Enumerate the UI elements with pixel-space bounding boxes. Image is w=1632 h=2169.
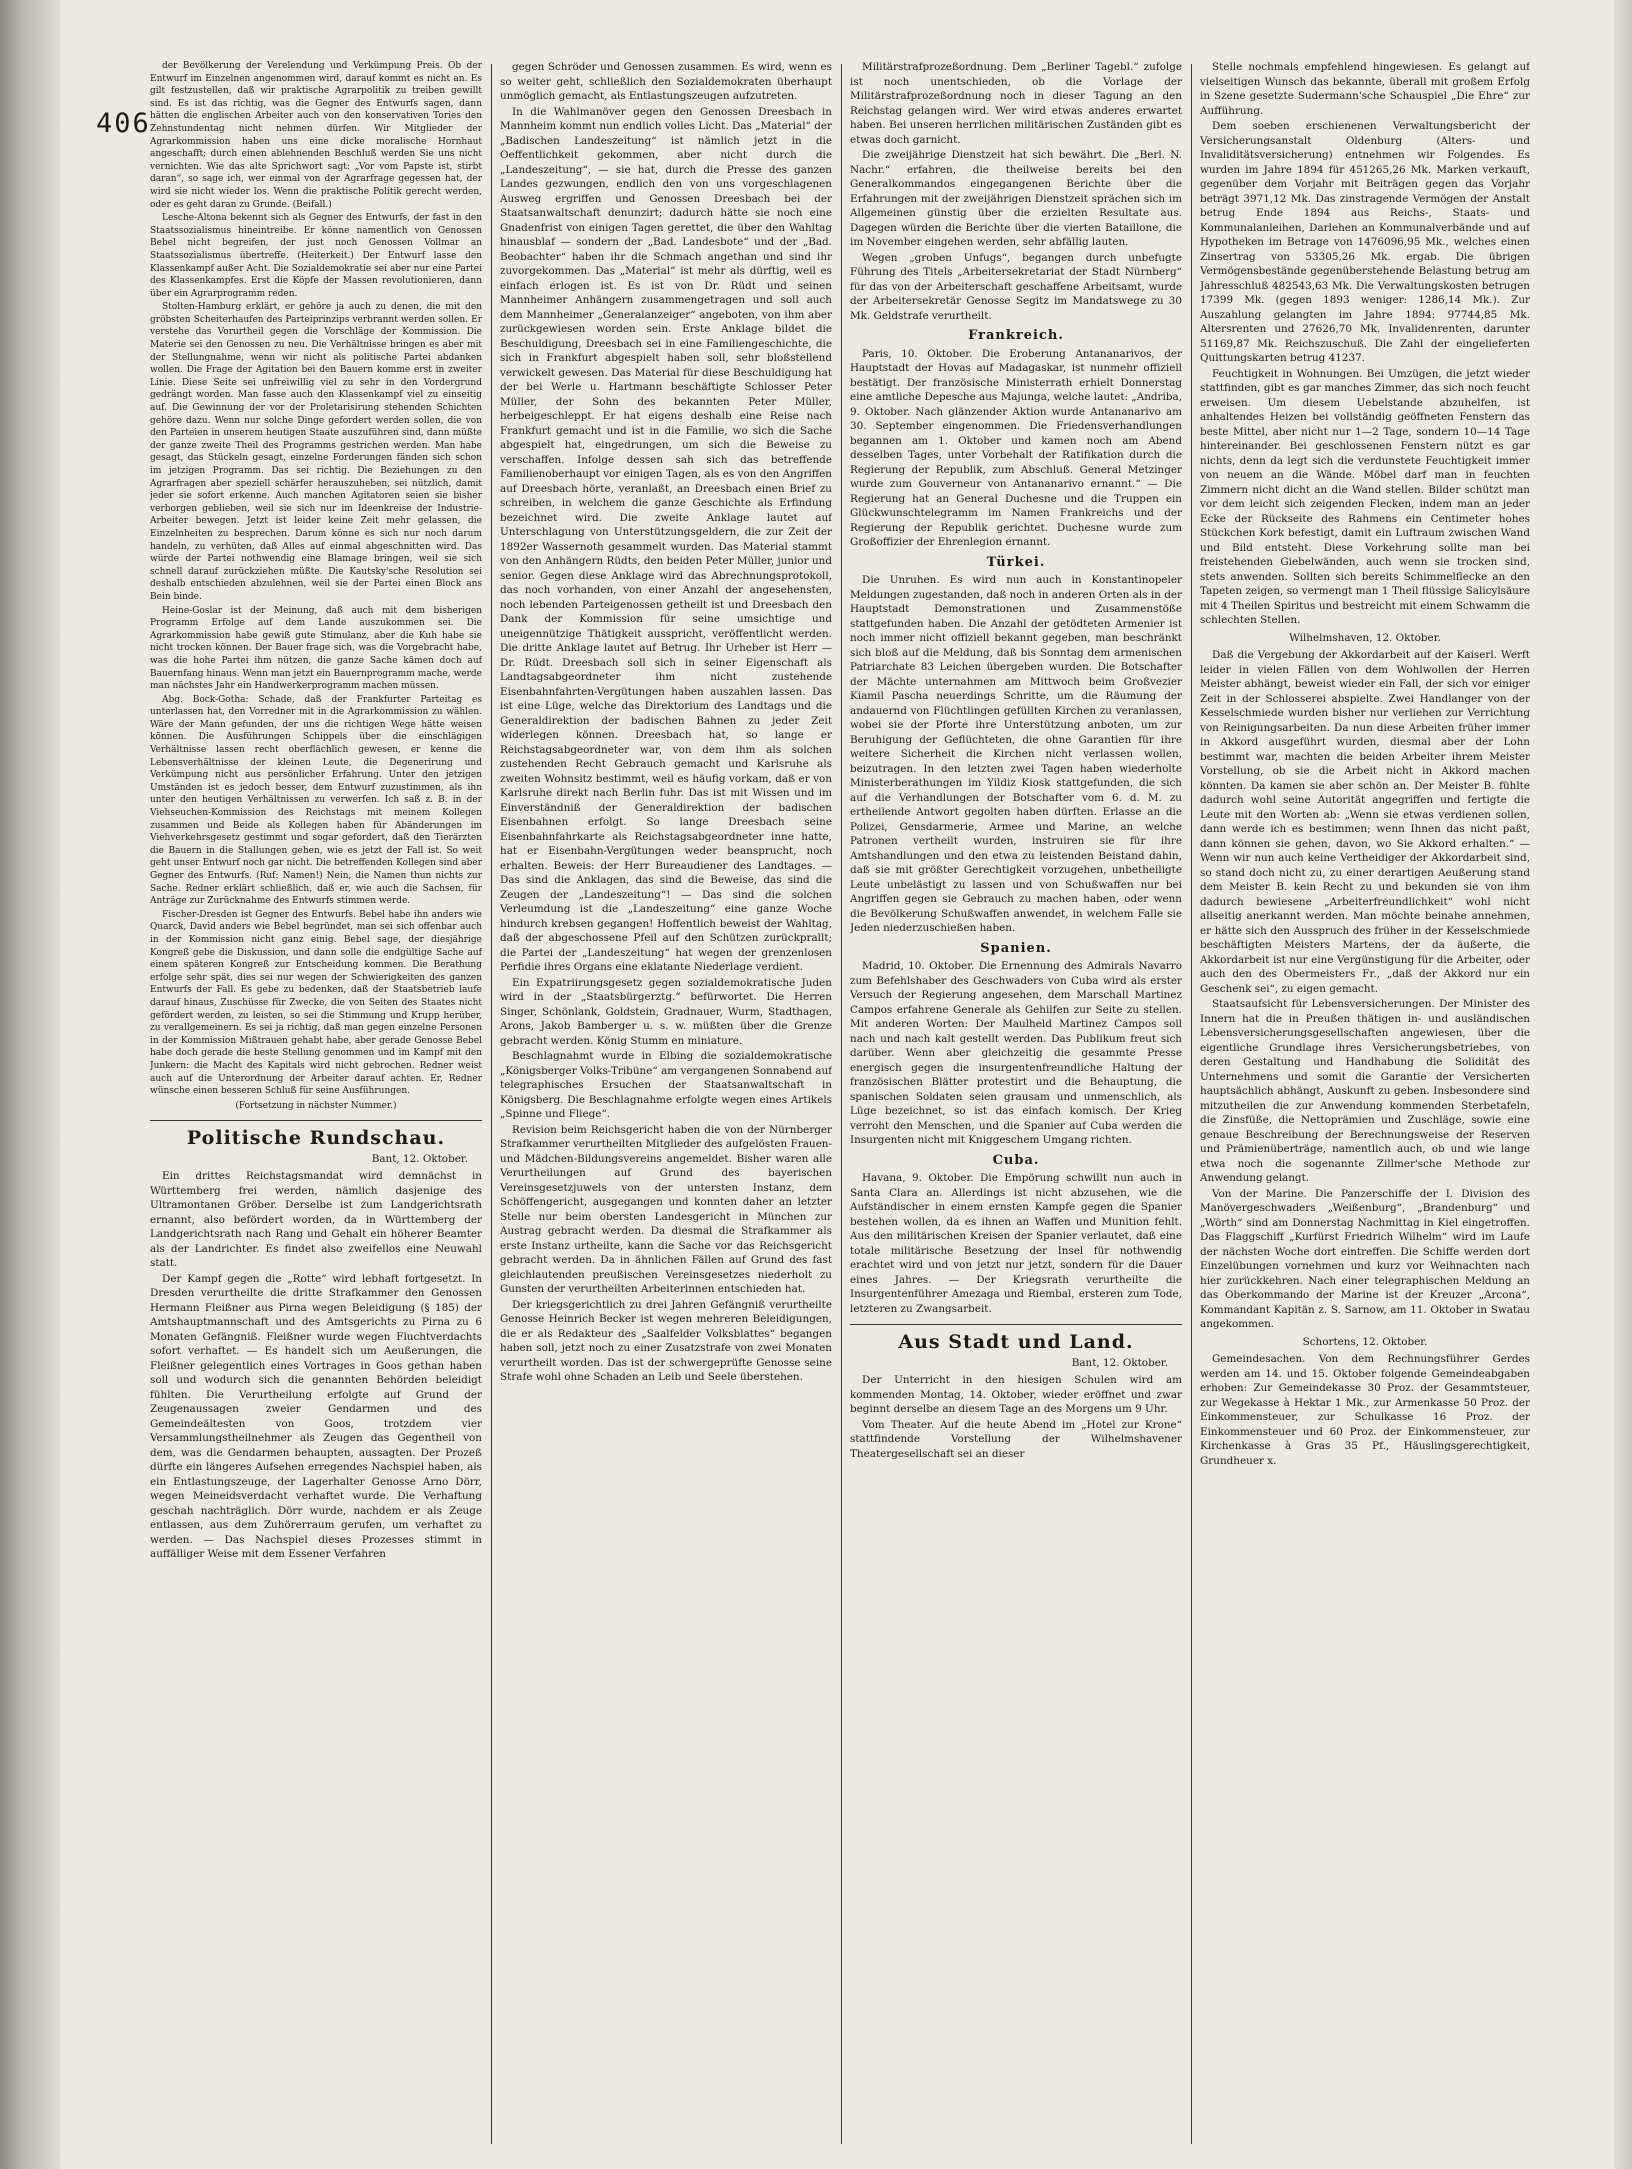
article-paragraph: Stelle nochmals empfehlend hingewiesen. Es gelangt auf vielseitigen Wunsch das bekannte, überall mit großem Erfolg in Szene gesetzte Sudermann'sche Schauspiel „Die Ehre“ zur Aufführung. <box>1200 61 1530 117</box>
section-title-aus-stadt-und-land: Aus Stadt und Land. <box>850 1324 1182 1350</box>
article-paragraph: Heine-Goslar ist der Meinung, daß auch mit dem bisherigen Programm Erfolge auf dem Lande auszukommen sei. Die Agrarkommission habe gewiß gute Stimulanz, aber die Kuh habe sie nicht trocken können. Der Bauer frage sich, was die Vorgebracht habe, was die hohe Partei ihm nützen, die ganze Sache kämen doch auf Bauernfang hinaus. Wenn man jetzt ein Bauernprogramm mache, werde man nächstes Jahr ein Handwerkerprogramm machen müssen. <box>150 605 482 692</box>
article-paragraph: Feuchtigkeit in Wohnungen. Bei Umzügen, die jetzt wieder stattfinden, gibt es gar manches Zimmer, das sich noch feucht erweisen. Um diesem Uebelstande abzuhelfen, ist anhaltendes Heizen bei vollständig geöffneten Fenstern das beste Mittel, aber nicht nur 1—2 Tage, sondern 10—14 Tage hintereinander. Bei geschlossenen Fenstern nützt es gar nichts, denn da legt sich die verdunstete Feuchtigkeit immer von neuem an die Wände. Möbel darf man in feuchten Zimmern nicht dicht an die Wand stellen. Bilder schützt man vor dem leicht sich zeigenden Flecken, indem man an jeder Ecke der Rückseite des Rahmens ein Centimeter hohes Stückchen Kork befestigt, damit ein Luftraum zwischen Wand und Bild entsteht. Diese Vorkehrung sollte man bei freistehenden Giebelwänden, auch wenn sie trocken sind, stets anwenden. Sollten sich bereits Schimmelflecke an den Tapeten zeigen, so vermengt man 1 Theil flüssige Salicylsäure mit 4 Theilen Spiritus und bestreicht mit einem Schwamm die schlechten Stellen. <box>1200 367 1530 626</box>
article-paragraph: Madrid, 10. Oktober. Die Ernennung des Admirals Navarro zum Befehlshaber des Geschwaders von Cuba wird als erster Versuch der Regierung angesehen, dem Marschall Martinez Campos erfahrene Generale als Gehilfen zur Seite zu stellen. Mit anderen Worten: Der Maulheld Martinez Campos soll nach und nach kalt gestellt werden. Das Publikum freut sich darüber. Wenn aber gleichzeitig die gesammte Presse energisch gegen die insurgentenfreundliche Haltung der französischen Blätter protestirt und die Behauptung, die spanischen Soldaten seien grausam und unmenschlich, als Lüge bezeichnet, so ist das einfach komisch. Der Krieg verroht den Menschen, und die Spanier auf Cuba werden die Insurgenten nicht mit Kniggeschem Umgang richten. <box>850 960 1182 1146</box>
page-number: 406 <box>96 108 151 139</box>
article-paragraph: Der Unterricht in den hiesigen Schulen wird am kommenden Montag, 14. Oktober, wieder eröffnet und zwar beginnt derselbe an diesem Tage an des Morgens um 9 Uhr. <box>850 1374 1182 1415</box>
column-3 <box>850 60 1182 2145</box>
article-paragraph: Staatsaufsicht für Lebensversicherungen. Der Minister des Innern hat die in Preußen thätigen in- und ausländischen Lebensversicherungsgesellschaften angewiesen, über die eigentliche Grundlage ihres Versicherungsbetriebes, von deren Gestaltung und Handhabung die Solidität des Unternehmens und somit die Garantie der Versicherten hauptsächlich abhängt, Auskunft zu geben. Insbesondere sind mitzutheilen die zur Anwendung kommenden Sterbetafeln, die Zinsfüße, die Nettoprämien und Zuschläge, sowie eine genaue Beschreibung der Berechnungsweise der Reserven und Prämienüberträge, namentlich auch, ob und wie lange etwa noch die sogenannte Zillmer'sche Methode zur Anwendung gelangt. <box>1200 998 1530 1184</box>
article-paragraph: Fischer-Dresden ist Gegner des Entwurfs. Bebel habe ihn anders wie Quarck, David anders wie Bebel begründet, man sei sich offenbar auch in der Kommission nicht ganz einig. Bebel sage, der diesjährige Kongreß gebe die Diskussion, und dann solle die endgültige Sache auf einem späteren Kongreß zur Entscheidung kommen. Die Berathung erfolge sehr spät, dies sei nur wegen der Schwierigkeiten des ganzen Entwurfs der Fall. Es gebe zu bedenken, daß der Staatsbetrieb laufe darauf hinaus, Zuschüsse für Zwecke, die von Seiten des Staates nicht gefördert werden, zu leisten, so sei die Stimmung und Krupp herüber, zu verallgemeinern. Es sei ja richtig, daß man gegen einzelne Personen in der Kommission Mißtrauen gehabt habe, aber gerade Genosse Bebel habe doch gerade die beste Stellung genommen und im Kampf mit den Junkern: die Macht des Kapitals wird nicht gebrochen. Redner weist auch auf die Unterordnung der Arbeiter darauf achten. Er, Redner wünsche einen besseren Schluß für seine Ausführungen. <box>150 909 482 1097</box>
column-2 <box>500 60 832 2145</box>
country-heading-tuerkei: Türkei. <box>986 554 1046 570</box>
article-paragraph: Abg. Bock-Gotha: Schade, daß der Frankfurter Parteitag es unterlassen hat, den Vorredner mit in die Agrarkommission zu wählen. Wäre der Mann gefunden, der uns die richtigen Wege hätte weisen können. Die Ausführungen Schippels über die einschlägigen Verhältnisse lassen recht oberflächlich gewesen, er kenne die Lebensverhältnisse der kleinen Leute, die Degenerirung und Verkümpung nicht aus persönlicher Erfahrung. Unter den jetzigen Umständen ist es jedoch besser, dem Entwurf zuzustimmen, als ihn unter den heutigen Verhältnissen zu verwerfen. Ich saß z. B. in der Viehseuchen-Kommission des Reichstags mit meinem Kollegen zusammen und Beide als Kollegen haben für Abänderungen im Viehverkehrsgesetz gestimmt und sogar gefordert, daß den Tierärzten die Bauern in die Stallungen gehen, wie es jetzt der Fall ist. So weit geht unser Entwurf noch gar nicht. Die betreffenden Kollegen sind aber Gegner des Entwurfs. (Ruf: Namen!) Nein, die Namen thun nichts zur Sache. Redner erklärt schließlich, daß er, wie auch die Sachsen, für Anträge zur Zurücknahme des Entwurfs stimmen werde. <box>150 694 482 907</box>
column-rule <box>1191 64 1192 2144</box>
column-rule <box>841 64 842 2144</box>
article-paragraph: der Bevölkerung der Verelendung und Verkümpung Preis. Ob der Entwurf im Einzelnen angenommen wird, darauf kommt es nicht an. Es gilt festzustellen, daß wir praktische Agrarpolitik zu treiben gewillt sind. Es ist das richtig, was die Gegner des Entwurfs sagen, dann hätten die englischen Arbeiter auch von den konservativen Tories den Zehnstundentag nicht nehmen dürfen. Wir Mitglieder der Agrarkommission haben uns eine dicke moralische Hornhaut angeschafft; durch einen ablehnenden Beschluß werden Sie uns nicht vernichten. Wie das alte Sprichwort sagt: „Vor vom Papste ist, stirbt daran“, so sage ich, wer einmal von der Agrarfrage gegessen hat, der wird sie nicht wieder los. Wenn die praktische Politik gerecht werden, oder es geht daran zu Grunde. (Beifall.) <box>150 61 482 210</box>
column-4 <box>1200 60 1530 2145</box>
article-paragraph: Daß die Vergebung der Akkordarbeit auf der Kaiserl. Werft leider in vielen Fällen von dem Wohlwollen der Herren Meister abhängt, beweist wieder ein Fall, der sich vor einiger Zeit in der Schlosserei abspielte. Zwei Handlanger von der Kesselschmiede wurden bisher nur verliehen zur Verrichtung von Reinigungsarbeiten. Da nun diese Arbeiten früher immer in Akkord ausgeführt wurden, diesmal aber der Lohn bestimmt war, machten die beiden Arbeiter ihrem Meister Vorstellung, ob sie die Arbeit nicht in Akkord machen könnten. Da kamen sie aber schön an. Der Meister B. fühlte dadurch wohl seine Autorität angegriffen und fertigte die Leute mit den Worten ab: „Wenn sie etwas verdienen sollen, dann werde ich es bestimmen; wenn Ihnen das nicht paßt, dann können sie gehen, davon, wo Sie Akkord erhalten.“ — Wenn wir nun auch keine Vertheidiger der Akkordarbeit sind, so stand doch nicht zu, zu einer derartigen Aeußerung stand dem Meister B. kein Recht zu und bekunden sie von ihm dadurch bewiesene „Arbeiterfreundlichkeit“ wohl nicht allseitig anerkannt werden. Man möchte beinahe annehmen, er hätte sich den Ausspruch des früher in der Kesselschmiede beschäftigten Meisters Martens, der da äußerte, die Akkordarbeit ist nur eine Vergünstigung für die Arbeiter, oder auch den des Obermeisters Fr., „daß der Akkord nur ein Geschenk sei“, zu eigen gemacht. <box>1200 649 1530 995</box>
section-title-politische-rundschau: Politische Rundschau. <box>150 1120 482 1146</box>
article-paragraph: Havana, 9. Oktober. Die Empörung schwillt nun auch in Santa Clara an. Allerdings ist nicht abzusehen, wie die Aufständischer in einem ernsten Kampfe gegen die Spanier bestehen wollen, da es ihnen an Waffen und Munition fehlt. Aus den militärischen Kreisen der Spanier verlautet, daß eine totale militärische Besetzung der Insel für nothwendig erachtet wird und von jetzt nur jetzt, sondern für die Dauer eines Jahres. — Der Kriegsrath verurtheilte die Insurgentenführer Amezaga und Riembal, ersteren zum Tode, letzteren zu Zwangsarbeit. <box>850 1172 1182 1315</box>
article-paragraph: In die Wahlmanöver gegen den Genossen Dreesbach in Mannheim kommt nun endlich volles Licht. Das „Material“ der „Badischen Landeszeitung“ ist nämlich jetzt in die Oeffentlichkeit gekommen, aber nicht durch die „Landeszeitung“, — sie hat, durch die Presse des ganzen Landes gezwungen, endlich den von uns vorgeschlagenen Ausweg ergriffen und Genossen Dreesbach bei der Staatsanwaltschaft denunzirt; dadurch hätte sie noch eine Gnadenfrist von einigen Tagen gerettet, die über den Wahltag hinausblaf — sondern der „Bad. Landesbote“ und der „Bad. Beobachter“ haben ihr die Schmach angethan und sind ihr zuvorgekommen. Das „Material“ ist mehr als dürftig, weil es einfach erlogen ist. Es ist von Dr. Rüdt und seinen Mannheimer Anhängern zusammengetragen und soll auch dem Mannheimer „Generalanzeiger“ angeboten, von ihm aber zurückgewiesen worden sein. Erste Anklage bildet die Beschuldigung, Dreesbach sei in eine Familiengeschichte, die sich in Frankfurt abgespielt haben soll, sehr bloßstellend verwickelt gewesen. Das Material für diese Beschuldigung hat der bei Werle u. Hartmann beschäftigte Schlosser Peter Müller, der Sohn des bekannten Peter Müller, herbeigeschleppt. Er hat eigens deshalb eine Reise nach Frankfurt gemacht und ist in die Familie, wo sich die Sache abgespielt hat, eingedrungen, um sich die Beweise zu verschaffen. Infolge dessen sah sich das betreffende Familienoberhaupt vor einigen Tagen, als es von den Angriffen auf Dreesbach hörte, veranlaßt, an Dreesbach einen Brief zu schreiben, in welchem die ganze Geschichte als Erfindung bezeichnet wird. Die zweite Anklage lautet auf Unterschlagung von Unterstützungsgeldern, die zur Zeit der 1892er Wassernoth gesammelt wurden. Das Material stammt von den Anhängern Rüdts, den beiden Peter Müller, junior und senior. Gegen diese Anklage wird das Abrechnungsprotokoll, das noch vorhanden, von einer Anzahl der angesehensten, noch lebenden Parteigenossen getheilt ist und Dreesbach den Dank der Kommission für seine umsichtige und uneigennützige Thätigkeit ausspricht, veröffentlicht werden. Die dritte Anklage lautet auf Betrug. Ihr Urheber ist Herr — Dr. Rüdt. Dreesbach soll sich in seiner Eigenschaft als Landtagsabgeordneter ihm nicht zustehende Eisenbahnfahrten-Vergütungen haben auszahlen lassen. Das ist eine Lüge, welche das Direktorium des Landtags und die Generaldirektion der badischen Bahnen zu jeder Zeit widerlegen können. Dreesbach hat, so lange er Reichstagsabgeordneter war, von dem ihm als solchen zustehenden Recht Gebrauch gemacht und Karlsruhe als zweiten Wohnsitz bestimmt, weil es häufig vorkam, daß er von Karlsruhe direkt nach Berlin fuhr. Das ist mit Wissen und im Einverständniß der Generaldirektion der badischen Eisenbahnen erfolgt. So lange Dreesbach seine Eisenbahnfahrkarte als Reichstagsabgeordneter inne hatte, hat er Eisenbahn-Vergütungen weder beansprucht, noch erhalten. Beweis: der Herr Bureaudiener des Landtages. — Das sind die Anklagen, das sind die Beweise, das sind die Zeugen der „Landeszeitung“! — Das sind die solchen Verleumdung ist die „Landeszeitung“ eine ganze Woche hindurch krebsen gegangen! Hoffentlich beweist der Wahltag, daß der abgeschossene Pfeil auf den Schützen zurückprallt; die Partei der „Landeszeitung“ hat wegen der grenzenlosen Perfidie ihres Organs eine eklatante Niederlage verdient. <box>500 105 832 973</box>
country-heading-spanien: Spanien. <box>980 940 1052 956</box>
page-binding <box>0 0 60 2169</box>
article-paragraph: Die Unruhen. Es wird nun auch in Konstantinopeler Meldungen zugestanden, daß noch in anderen Orten als in der Hauptstadt Demonstrationen und Zusammenstöße stattgefunden haben. Die Anzahl der getödteten Armenier ist noch immer nicht offiziell bekannt gegeben, man beschränkt sich bloß auf die Meldung, daß bis Sonntag dem armenischen Patriarchate 83 Leichen übergeben wurden. Die Botschafter der Mächte unternahmen am Mittwoch beim Großvezier Kiamil Pascha neuerdings Schritte, um die Räumung der andauernd von Flüchtlingen gefüllten Kirchen zu veranlassen, wobei sie der Pforte ihre Unterstützung anboten, um zur Beruhigung der Geflüchteten, die ohne Garantien für ihre weitere Sicherheit die Kirchen nicht verlassen wollen, beizutragen. In den letzten zwei Tagen haben wiederholte Ministerberathungen im Yildiz Kiosk stattgefunden, die sich auf die Verhandlungen der Botschafter vom 6. d. M. zu ertheilende Antwort gegolten haben dürften. Erlasse an die Polizei, Gensdarmerie, Armee und Marine, an welche Patronen vertheilt wurden, instruiren sie für ihre Amtshandlungen und den etwa zu leistenden Beistand dahin, daß sie mit größter Gerechtigkeit vorzugehen, unbetheiligte Leute unbelästigt zu lassen und von Schußwaffen nur bei Angriffen gegen sie Gebrauch zu machen haben, oder wenn die Bevölkerung Schußwaffen anwendet, in welchem Falle sie Jeden niederzuschießen haben. <box>850 574 1182 934</box>
country-heading-cuba: Cuba. <box>992 1152 1040 1168</box>
dateline: Bant, 12. Oktober. <box>1071 1356 1168 1369</box>
article-paragraph: Von der Marine. Die Panzerschiffe der I. Division des Manövergeschwaders „Weißenburg“, „Brandenburg“ und „Wörth“ sind am Donnerstag Nachmittag in Kiel eingetroffen. Das Flaggschiff „Kurfürst Friedrich Wilhelm“ wird im Laufe der nächsten Woche dort eintreffen. Die Schiffe werden dort Einzelübungen vornehmen und kurz vor Weihnachten nach hier zurückkehren. Nach einer telegraphischen Meldung an das Oberkommando der Marine ist der Kreuzer „Arcona“, Kommandant Kapitän z. S. Sarnow, am 11. Oktober in Swatau angekommen. <box>1200 1187 1530 1330</box>
article-paragraph: Der Kampf gegen die „Rotte“ wird lebhaft fortgesetzt. In Dresden verurtheilte die dritte Strafkammer den Genossen Hermann Fleißner aus Pirna wegen Beleidigung (§ 185) der Amtshauptmannschaft und des Amtsgerichts zu Pirna zu 6 Monaten Gefängniß. Fleißner wurde wegen Fluchtverdachts sofort verhaftet. — Es handelt sich um Aeußerungen, die Fleißner gelegentlich eines Vortrages in Goos gethan haben soll und wodurch sich die genannten Behörden beleidigt fühlten. Die Verurtheilung erfolgte auf Grund der Zeugenaussagen zweier Gendarmen und des Gemeindeältesten von Goos, trotzdem vier Versammlungstheilnehmer als Zeugen das Gegentheil von dem, was die Gendarmen behaupten, aussagten. Der Prozeß dürfte ein längeres Aufsehen erregendes Nachspiel haben, als ein Entlastungszeuge, der Lagerhalter Genosse Arno Dörr, wegen Meineidsverdacht verhaftet wurde. Die Verhaftung geschah nachträglich. Dörr wurde, nachdem er als Zeuge entlassen, aus dem Zuhörerraum gerufen, um verhaftet zu werden. — Das Nachspiel dieses Prozesses stimmt in auffälliger Weise mit dem Essener Verfahren <box>150 1272 482 1561</box>
article-paragraph: Der kriegsgerichtlich zu drei Jahren Gefängniß verurtheilte Genosse Heinrich Becker ist wegen mehreren Beleidigungen, die er als Redakteur des „Saalfelder Volksblattes“ begangen haben soll, jetzt noch zu einer Zusatzstrafe von zwei Monaten verurtheilt worden. Das ist der schwergeprüfte Genosse seine Strafe wohl ohne Schaden an Leib und Seele überstehen. <box>500 1298 832 1383</box>
dateline: Schortens, 12. Oktober. <box>1302 1335 1428 1348</box>
article-paragraph: Dem soeben erschienenen Verwaltungsbericht der Versicherungsanstalt Oldenburg (Alters- und Invaliditätsversicherung) entnehmen wir Folgendes. Es wurden im Jahre 1894 für 451265,26 Mk. Marken verkauft, gegenüber dem Vorjahr mit Beiträgen gegen das Vorjahr beträgt 3971,12 Mk. Das zinstragende Vermögen der Anstalt betrug Ende 1894 aus Reichs-, Staats- und Kommunalanleihen, Darlehen an Kommunalverbände und auf Hypotheken im Betrage von 1476096,95 Mk., welches einen Zinsertrag von 53305,26 Mk. ergab. Die übrigen Vermögensbestände gegenüberstehende Belastung betrug am Jahresschluß 482543,63 Mk. Die Verwaltungskosten betrugen 17399 Mk. (gegen 1893 weniger: 1286,14 Mk.). Zur Auszahlung gelangten im Jahre 1894: 97744,85 Mk. Altersrenten und 27626,70 Mk. Invalidenrenten, darunter 51169,87 Mk. Reichszuschuß. Die Zahl der eingelieferten Quittungskarten betrug 41237. <box>1200 120 1530 364</box>
article-paragraph: Die zweijährige Dienstzeit hat sich bewährt. Die „Berl. N. Nachr.“ erfahren, die theilweise bereits bei den Generalkommandos eingegangenen Berichte über die Erfahrungen mit der zweijährigen Dienstzeit sprächen sich im Allgemeinen günstig über die erzielten Resultate aus. Dagegen würden die Berichte über die vierten Bataillone, die im November eingehen werden, sehr abfällig lauten. <box>850 149 1182 248</box>
article-paragraph: Stolten-Hamburg erklärt, er gehöre ja auch zu denen, die mit den gröbsten Scheiterhaufen des Parteiprinzips verbrannt werden sollen. Er verstehe das Vorurtheil gegen die Vorschläge der Kommission. Die Materie sei den Genossen zu neu. Die Verhältnisse bringen es aber mit der Stellungnahme, wenn wir nicht als politische Partei abdanken wollen. Die Frage der Agitation bei den Bauern komme erst in zweiter Linie. Diese Seite sei unfreiwillig viel zu sehr in den Vordergrund gedrängt worden. Man fasse auch den Klassenkampf viel zu einseitig auf. Die Gewinnung der vor der Proletarisirung stehenden Schichten gehöre dazu. Wenn nur solche Dinge gefordert werden sollen, die von den Parteien in unserem heutigen Staate auszuführen sind, dann müßte der ganze zweite Theil des Programms gestrichen werden. Man habe gesagt, das Stückeln gesagt, einzelne Forderungen fänden sich schon im jetzigen Programm. Das sei richtig. Die Beziehungen zu den Agrarfragen aber speziell schärfer herauszuheben, sei nützlich, damit jeder sie sofort erkenne. Auch manchen Agitatoren seien sie bisher verborgen geblieben, weil sie sich nur im Ideenkreise der Industrie-Arbeiter bewegen. Jetzt ist leider keine Zeit mehr gelassen, die Einzelnheiten zu besprechen. Darum könne es sich nur noch darum handeln, zu verhüten, daß Alles auf einmal abgeschnitten wird. Das würde der Partei nothwendig eine Blamage bringen, weil sie sich schnell darauf zurückziehen müßte. Die Kautsky'sche Resolution sei deshalb entschieden abzulehnen, weil sie der Partei einen Block ans Bein binde. <box>150 302 482 602</box>
page-edge <box>1614 0 1632 2169</box>
dateline: Wilhelmshaven, 12. Oktober. <box>1289 631 1441 644</box>
article-paragraph: Wegen „groben Unfugs“, begangen durch unbefugte Führung des Titels „Arbeitersekretariat der Stadt Nürnberg“ für das von der Arbeiterschaft geschaffene Arbeitsamt, wurde der Arbeitersekretär Genosse Segitz im Mandatswege zu 30 Mk. Geldstrafe verurtheilt. <box>850 251 1182 322</box>
article-paragraph: Ein Expatriirungsgesetz gegen sozialdemokratische Juden wird in der „Staatsbürgerztg.“ befürwortet. Die Herren Singer, Schönlank, Goldstein, Gradnauer, Wurm, Stadthagen, Arons, Jakob Bamberger u. s. w. müßten über die Grenze gebracht werden. König Stumm en miniature. <box>500 976 832 1047</box>
article-paragraph: Lesche-Altona bekennt sich als Gegner des Entwurfs, der fast in den Staatssozialismus hineintreibe. Er könne namentlich von Genossen Bebel nicht begreifen, der just noch Genossen Vollmar an Staatssozialismus übertreffe. (Heiterkeit.) Der Entwurf lasse den Klassenkampf außer Acht. Die Sozialdemokratie sei aber nur eine Partei des Klassenkampfes. Erst die Köpfe der Massen revolutionieren, dann über ein Agrarprogramm reden. <box>150 213 482 299</box>
article-paragraph: Beschlagnahmt wurde in Elbing die sozialdemokratische „Königsberger Volks-Tribüne“ am vergangenen Sonnabend auf telegraphisches Ersuchen der Staatsanwaltschaft in Königsberg. Die Beschlagnahme erfolgte wegen eines Artikels „Spinne und Fliege“. <box>500 1050 832 1120</box>
article-paragraph: gegen Schröder und Genossen zusammen. Es wird, wenn es so weiter geht, schließlich den Sozialdemokraten überhaupt unmöglich gemacht, als Entlastungszeugen aufzutreten. <box>500 61 832 102</box>
article-paragraph: Vom Theater. Auf die heute Abend im „Hotel zur Krone“ stattfindende Vorstellung der Wilhelmshavener Theatergesellschaft sei an dieser <box>850 1418 1182 1460</box>
article-paragraph: Militärstrafprozeßordnung. Dem „Berliner Tagebl.“ zufolge ist noch unentschieden, ob die Vorlage der Militärstrafprozeßordnung noch in dieser Tagung an den Reichstag gelangen wird. Wer wird etwas anderes erwartet haben. Bei unseren herrlichen militärischen Zuständen gibt es etwas doch garnicht. <box>850 61 1182 146</box>
article-paragraph: Ein drittes Reichstagsmandat wird demnächst in Württemberg frei werden, nämlich dasjenige des Ultramontanen Gröber. Derselbe ist zum Landgerichtsrath ernannt, also befördert worden, da in Württemberg der Landgerichtsrath nach Rang und Gehalt ein höherer Beamter als der Landrichter. Es findet also zweifellos eine Neuwahl statt. <box>150 1170 482 1270</box>
dateline: Bant, 12. Oktober. <box>371 1152 468 1165</box>
column-rule <box>491 64 492 2144</box>
column-1 <box>150 60 482 2145</box>
article-paragraph: Gemeindesachen. Von dem Rechnungsführer Gerdes werden am 14. und 15. Oktober folgende Gemeindeabgaben erhoben: Zur Gemeindekasse 30 Proz. der Gesammtsteuer, zur Wegekasse à Hektar 1 Mk., zur Armenkasse 50 Proz. der Einkommensteuer, zur Schulkasse 16 Proz. der Einkommensteuer und 60 Proz. der Einkommensteuer, zur Kirchenkasse à Gras 35 Pf., Häuslingsgerechtigkeit, Grundheuer x. <box>1200 1353 1530 1467</box>
continuation-note: (Fortsetzung in nächster Nummer.) <box>235 1100 397 1111</box>
country-heading-frankreich: Frankreich. <box>968 328 1064 343</box>
article-paragraph: Paris, 10. Oktober. Die Eroberung Antananarivos, der Hauptstadt der Hovas auf Madagaskar, ist nunmehr offiziell bestätigt. Der französische Ministerrath erhielt Donnerstag eine amtliche Depesche aus Majunga, welche lautet: „Andriba, 9. Oktober. Nach glänzender Aktion wurde Antananarivo am 30. September eingenommen. Die Friedensverhandlungen begannen am 1. Oktober und kamen noch am Abend desselben Tages, unter Vorbehalt der Ratifikation durch die Regierung der Republik, zum Abschluß. General Metzinger wurde zum Gouverneur von Antananarivo ernannt.“ — Die Regierung hat an General Duchesne und die Truppen ein Glückwunschtelegramm im Namen Frankreichs und der Regierung der Republik gerichtet. Duchesne wurde zum Großoffizier der Ehrenlegion ernannt. <box>850 347 1182 548</box>
article-paragraph: Revision beim Reichsgericht haben die von der Nürnberger Strafkammer verurtheilten Mitglieder des aufgelösten Frauen- und Mädchen-Bildungsvereins angemeldet. Bisher waren alle Verurtheilungen auf Grund des bayerischen Vereinsgesetzjuwels von der untersten Instanz, dem Schöffengericht, ausgegangen und konnten daher an letzter Stelle nur beim obersten Landesgericht in München zur Austrag gebracht werden. Da diesmal die Strafkammer als erste Instanz urtheilte, kann die Sache vor das Reichsgericht gebracht werden. Da in ähnlichen Fällen auf Grund des fast gleichlautenden preußischen Vereinsgesetzes niederholt zu Gunsten der verurtheilten Arbeiterinnen entschieden hat. <box>500 1123 832 1295</box>
